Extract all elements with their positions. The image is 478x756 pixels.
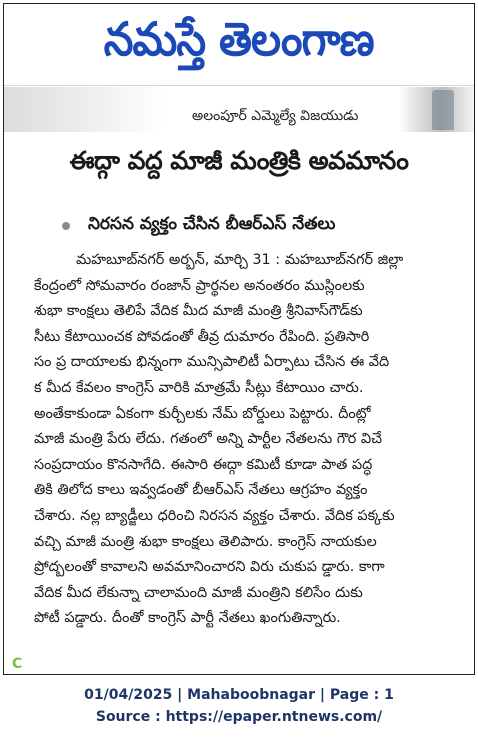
body-line: శుభా కాంక్షలు తెలిపే వేదిక మీద మాజీ మంత్రి శ్రీనివాస్‌గౌడ్‌కు (34, 303, 363, 320)
body-line: సీటు కేటాయించక పోవడంతో తీవ్ర దుమారం రేపింది. ప్రతిసారి (34, 328, 370, 345)
footer-separator: | (177, 687, 183, 703)
body-line: వేదిక మీద లేకున్నా చాలామంది మాజీ మంత్రిని కలిసేం దుకు (34, 584, 363, 601)
body-line: క మీద కేవలం కాంగ్రెస్ వారికి మాత్రమే సీట్లు కేటాయిం చారు. (34, 379, 364, 396)
photo-figure (432, 90, 454, 130)
footer-edition-line (0, 684, 478, 706)
body-line: ప్రోద్బలంతో కావాలని అవమానించారని విరు చుకుప డ్డారు. కాగా (34, 559, 385, 576)
footer-page: Page : 1 (329, 687, 394, 703)
body-line: సంప్రదాయం కొనసాగేది. ఈసారి ఈద్గా కమిటీ కూడా పాత పద్ధ (34, 456, 373, 473)
body-line: మాజీ మంత్రి పేరు లేదు. గతంలో అన్ని పార్టీల నేతలను గౌర విచే (34, 431, 383, 448)
masthead-title: నమస్తే తెలంగాణ (104, 11, 374, 66)
corner-logo-icon: C (12, 656, 23, 672)
subheadline-text: నిరసన వ్యక్తం చేసిన బీఆర్ఎస్ నేతలు (88, 214, 336, 234)
article-body (34, 248, 470, 632)
body-line: కేంద్రంలో సోమవారం రంజాన్ ప్రార్థనల అనంతరం ముస్లింలకు (34, 277, 365, 294)
body-line: తికి తిలోద కాలు ఇవ్వడంతో బీఆర్ఎస్ నేతలు ఆగ్రహం వ్యక్తం (34, 482, 368, 499)
body-line: సం ప్ర దాయాలకు భిన్నంగా మున్సిపాలిటీ ఏర్పాటు చేసిన ఈ వేది (34, 354, 390, 371)
article-headline: ఈద్గా వద్ద మాజీ మంత్రికి అవమానం (69, 146, 409, 175)
bullet-icon (62, 222, 70, 230)
body-line: అంతేకాకుండా ఏకంగా కుర్చీలకు నేమ్ బోర్డులు పెట్టారు. దీంట్లో (34, 405, 371, 422)
body-line: చేశారు. నల్ల బ్యాడ్జీలు ధరించి నిరసన వ్యక్తం చేశారు. వేదిక పక్కకు (34, 507, 395, 524)
newspaper-clipping (3, 3, 475, 675)
footer (0, 684, 478, 728)
footer-separator: | (319, 687, 326, 703)
body-line: మహబూబ్‌నగర్ అర్బన్, మార్చి 31 : మహబూబ్‌నగర్ జిల్లా (76, 252, 404, 268)
footer-source-line (0, 706, 478, 728)
body-line: పోటీ పడ్డారు. దీంతో కాంగ్రెస్ పార్టీ నేతలు ఖంగుతిన్నారు. (34, 610, 341, 627)
body-line: వచ్చి మాజీ మంత్రి శుభా కాంక్షలు తెలిపారు. కాంగ్రెస్ నాయకుల (34, 533, 377, 550)
footer-date: 01/04/2025 (84, 687, 173, 703)
article-subheadline (62, 214, 335, 238)
footer-source-label: Source : (95, 709, 166, 725)
footer-source-url[interactable]: https://epaper.ntnews.com/ (165, 709, 383, 725)
masthead (4, 4, 474, 86)
photo-caption: అలంపూర్ ఎమ్మెల్యే విజయుడు (192, 108, 359, 124)
footer-edition: Mahaboobnagar (187, 687, 316, 703)
